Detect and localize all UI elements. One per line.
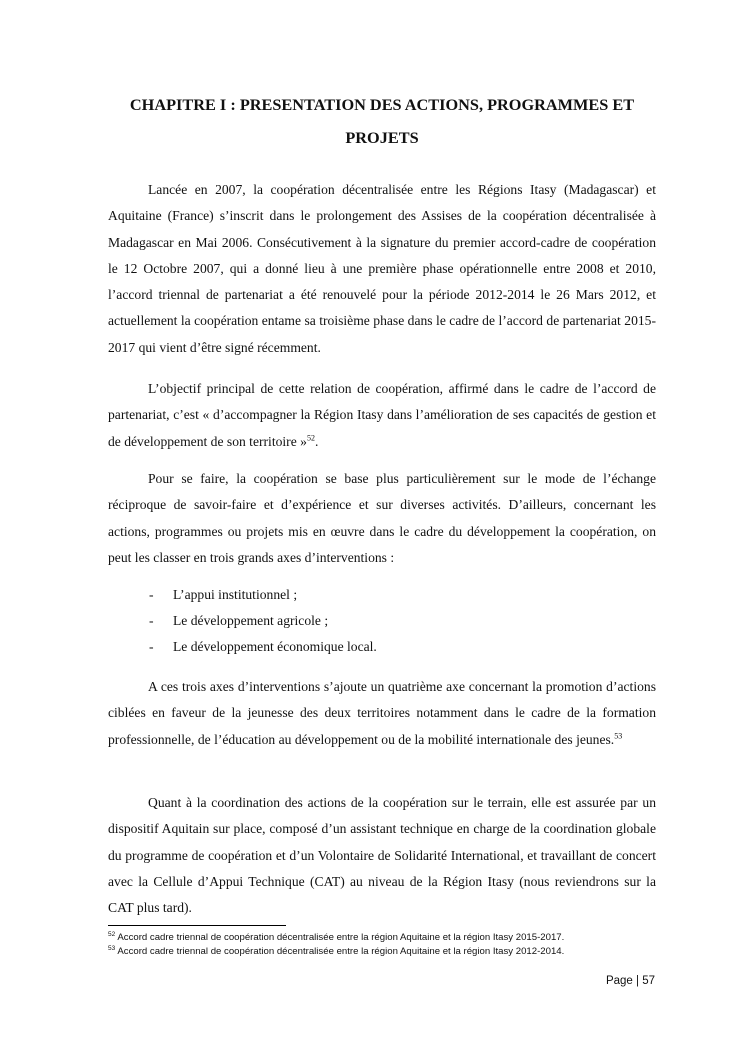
list-item-text: L’appui institutionnel ; bbox=[173, 587, 298, 602]
list-dash: - bbox=[149, 639, 154, 654]
list-item bbox=[149, 582, 297, 608]
list-dash: - bbox=[149, 613, 154, 628]
footnote-text: Accord cadre triennal de coopération décentralisée entre la région Aquitaine et la région Itasy 2012-2014. bbox=[117, 946, 565, 957]
list-item-text: Le développement agricole ; bbox=[173, 613, 329, 628]
list-item-text: Le développement économique local. bbox=[173, 639, 377, 654]
chapter-title-line-2: PROJETS bbox=[345, 128, 419, 147]
footnote-number: 52 bbox=[108, 930, 116, 938]
chapter-title-line-1: CHAPITRE I : PRESENTATION DES ACTIONS, PROGRAMMES ET bbox=[129, 95, 635, 114]
paragraph-fourth-axis-text: A ces trois axes d’interventions s’ajoute un quatrième axe concernant la promotion d’actions ciblées en faveur de la jeunesse des deux territoires notamment dans le cadre de la formation professionnelle, de l’éducation au développement ou de la mobilité internationale des jeunes. bbox=[108, 679, 656, 747]
paragraph-objective bbox=[108, 376, 656, 455]
list-item bbox=[149, 634, 377, 660]
footnote-ref-52: 52 bbox=[306, 433, 315, 443]
paragraph-fourth-axis bbox=[108, 674, 656, 753]
list-item bbox=[149, 608, 328, 634]
paragraph-intro: Lancée en 2007, la coopération décentralisée entre les Régions Itasy (Madagascar) et Aquitaine (France) s’inscrit dans le prolongement des Assises de la coopération décentralisée à Madagascar en Mai 2006. Consécutivement à la signature du premier accord-cadre de coopération le 12 Octobre 2007, qui a donné lieu à une première phase opérationnelle entre 2008 et 2010, l’accord triennal de partenariat a été renouvelé pour la période 2012-2014 le 26 Mars 2012, et actuellement la coopération entame sa troisième phase dans le cadre de l’accord de partenariat 2015-2017 qui vient d’être signé récemment. bbox=[108, 182, 656, 355]
paragraph-method: Pour se faire, la coopération se base plus particulièrement sur le mode de l’échange réciproque de savoir-faire et d’expérience et sur diverses activités. D’ailleurs, concernant les actions, programmes ou projets mis en œuvre dans le cadre du développement la coopération, on peut les classer en trois grands axes d’interventions : bbox=[108, 471, 656, 565]
footnote-ref-53: 53 bbox=[614, 731, 623, 741]
footnote-separator bbox=[108, 925, 286, 926]
footnote-text: Accord cadre triennal de coopération décentralisée entre la région Aquitaine et la région Itasy 2015-2017. bbox=[117, 932, 565, 943]
paragraph-coordination: Quant à la coordination des actions de la coopération sur le terrain, elle est assurée par un dispositif Aquitain sur place, composé d’un assistant technique en charge de la coordination globale du programme de coopération et d’un Volontaire de Solidarité International, et travaillant de concert avec la Cellule d’Appui Technique (CAT) au niveau de la Région Itasy (nous reviendrons sur la CAT plus tard). bbox=[108, 795, 656, 916]
footnote-53 bbox=[108, 946, 564, 958]
paragraph-objective-end: . bbox=[314, 433, 319, 449]
footnote-52 bbox=[108, 932, 564, 944]
list-dash: - bbox=[149, 587, 154, 602]
page-number: Page | 57 bbox=[605, 975, 655, 987]
footnote-number: 53 bbox=[108, 944, 116, 952]
chapter-title bbox=[108, 88, 656, 154]
paragraph-objective-text: L’objectif principal de cette relation de coopération, affirmé dans le cadre de l’accord de partenariat, c’est « d’accompagner la Région Itasy dans l’amélioration de ses capacités de gestion et de développement de son territoire » bbox=[108, 381, 656, 449]
